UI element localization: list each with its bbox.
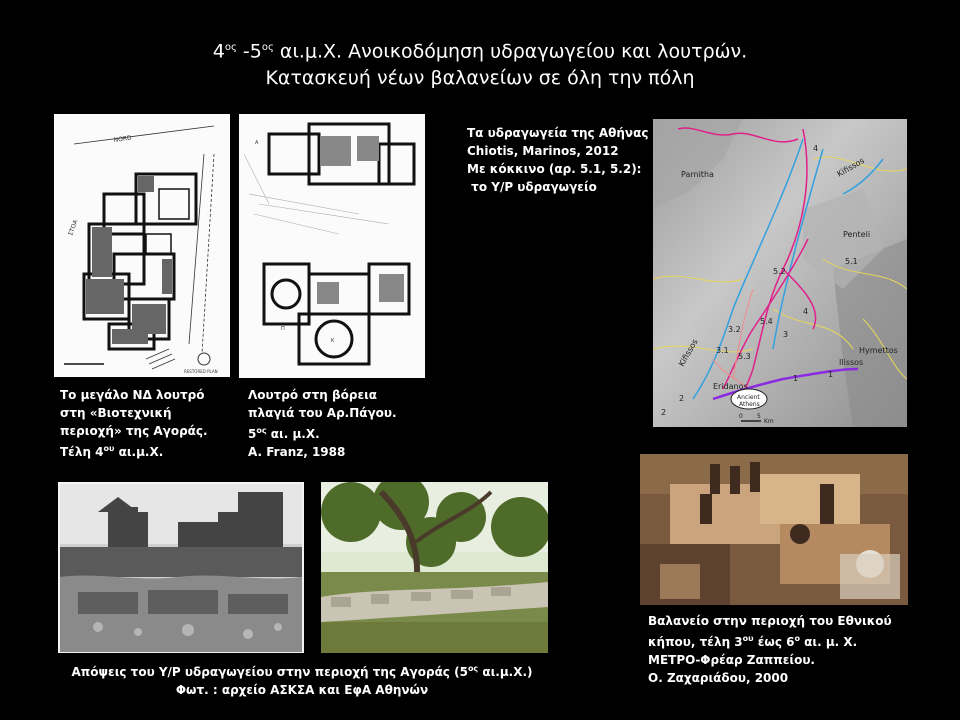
bath-sw-caption [60, 386, 208, 461]
aqueduct-bw-photo [58, 482, 304, 653]
bath-sw-caption-line-1: Το μεγάλο ΝΔ λουτρό [60, 388, 205, 402]
map-label-n54: 5.4 [760, 317, 773, 326]
map-label-parnitha: Parnitha [681, 170, 714, 179]
aqueduct-views-caption [0, 660, 604, 699]
aqueduct-caption-line-1: Τα υδραγωγεία της Αθήνας [467, 126, 649, 140]
svg-text:ΣΤΟΑ: ΣΤΟΑ [67, 218, 80, 237]
map-label-ilissos: Ilissos [839, 358, 864, 367]
map-label-kifissos-left: Kifissos [676, 337, 700, 368]
map-label-penteli: Penteli [843, 230, 871, 239]
bath-north-caption [248, 386, 397, 461]
map-label-kifissos-top: Kifissos [835, 155, 866, 179]
map-label-n51: 5.1 [845, 257, 858, 266]
aqueduct-color-photo [321, 482, 548, 653]
aqueduct-caption-line-4: το Υ/Ρ υδραγωγείο [467, 180, 597, 194]
map-scale-0: 0 [739, 413, 743, 420]
bath-sw-plan-image [54, 114, 230, 377]
bath-north-caption-line-2: πλαγιά του Αρ.Πάγου. [248, 406, 397, 420]
map-label-eridanos: Eridanos [713, 382, 748, 391]
map-label-n1: 1 [828, 370, 834, 379]
bath-sw-caption-line-3: περιοχή» της Αγοράς. [60, 424, 208, 438]
svg-text:K: K [331, 338, 335, 344]
map-label-n31: 3.1 [716, 346, 729, 355]
views-caption-line-2: Φωτ. : αρχείο ΑΣΚΣΑ και ΕφΑ Αθηνών [175, 683, 429, 697]
bath-sw-caption-line-2: στη «Βιοτεχνική [60, 406, 172, 420]
aqueduct-caption-line-2: Chiotis, Marinos, 2012 [467, 144, 619, 158]
balaneio-caption [648, 612, 892, 687]
bath-north-caption-line-1: Λουτρό στη βόρεια [248, 388, 378, 402]
map-label-n53: 5.3 [738, 352, 751, 361]
bath-sw-caption-line-4: Τέλη $4^{o\upsilon}$ αι.μ.Χ. [60, 444, 164, 459]
balaneio-caption-line-1: Βαλανείο στην περιοχή του Εθνικού [648, 614, 892, 628]
bath-north-plan-image [239, 114, 425, 378]
map-label-n52: 5.2 [773, 267, 786, 276]
map-scale-5: 5 [757, 413, 761, 420]
title-line-2: Κατασκευή νέων βαλανείων σε όλη την πόλη [265, 67, 695, 90]
map-label-n3: 3 [783, 330, 789, 339]
map-label-n2: 2 [661, 408, 667, 417]
map-label-ancient: Ancient [737, 394, 760, 401]
map-label-n32: 3.2 [728, 325, 741, 334]
map-label-n1b: 1 [793, 374, 799, 383]
map-label-athens: Athens [739, 401, 760, 408]
map-label-n2b: 2 [679, 394, 685, 403]
bath-north-caption-line-4: A. Franz, 1988 [248, 445, 346, 459]
balaneio-caption-line-4: Ο. Ζαχαριάδου, 2000 [648, 671, 789, 685]
map-scale-km: Km [764, 418, 774, 425]
map-label-n4-mid: 4 [803, 307, 809, 316]
balaneio-caption-line-3: ΜΕΤΡΟ-Φρέαρ Ζαππείου. [648, 653, 815, 667]
balaneio-caption-line-2: κήπου, τέλη $3^{o\upsilon}$ έως $6^o$ αι. μ. Χ. [648, 634, 858, 649]
views-caption-line-1: Απόψεις του Υ/Ρ υδραγωγείου στην περιοχή της Αγοράς ($5^{o\varsigma}$ αι.μ.Χ.) [71, 664, 533, 679]
balaneio-excavation-photo [640, 454, 908, 605]
slide-title [0, 34, 960, 92]
title-line-1: $4^{o\varsigma}$ $-5^{o\varsigma}$ αι.μ.Χ. Ανοικοδόμηση υδραγωγείου και λουτρών. [212, 40, 748, 63]
map-label-hymettos: Hymettos [859, 346, 898, 355]
aqueduct-map-image [653, 119, 907, 427]
aqueduct-map-caption [467, 124, 648, 196]
svg-text:Π: Π [281, 326, 285, 332]
plan-street-label: NORD [113, 134, 133, 144]
svg-text:A: A [255, 140, 259, 146]
aqueduct-caption-line-3: Με κόκκινο (αρ. 5.1, 5.2): [467, 162, 642, 176]
map-label-n4-top: 4 [813, 144, 819, 153]
bath-north-caption-line-3: $5^{o\varsigma}$ αι. μ.Χ. [248, 426, 320, 441]
restored-plan-label: RESTORED PLAN [184, 369, 218, 374]
